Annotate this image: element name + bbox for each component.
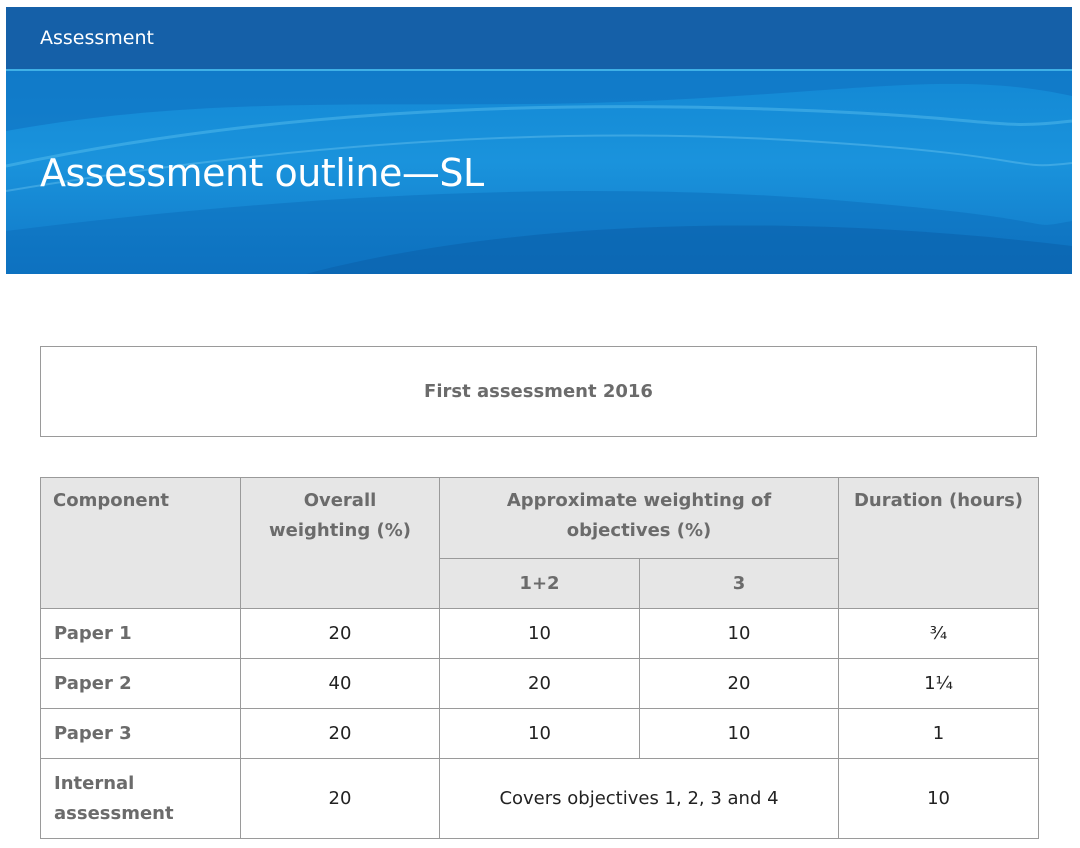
header-component: Component [41, 478, 241, 609]
page-title: Assessment outline—SL [40, 151, 484, 195]
row-duration: 1 [839, 709, 1039, 759]
row-component: Paper 1 [41, 609, 241, 659]
row-objective-3: 10 [640, 609, 839, 659]
row-objectives-1-2: 10 [440, 609, 640, 659]
row-objectives-1-2: 20 [440, 659, 640, 709]
table-row-internal [41, 759, 1039, 839]
row-component: Internal assessment [41, 759, 241, 839]
section-label: Assessment [40, 27, 154, 49]
row-objective-3: 20 [640, 659, 839, 709]
subheader-objective-3: 3 [640, 559, 839, 609]
table-header-row [41, 478, 1039, 559]
header-overall-weighting: Overall weighting (%) [241, 478, 440, 609]
row-component: Paper 3 [41, 709, 241, 759]
row-overall: 20 [241, 709, 440, 759]
first-assessment-label: First assessment 2016 [424, 381, 653, 402]
table-row [41, 609, 1039, 659]
row-objective-3: 10 [640, 709, 839, 759]
row-objectives-covered: Covers objectives 1, 2, 3 and 4 [440, 759, 839, 839]
title-banner [6, 71, 1072, 274]
assessment-table [40, 477, 1039, 839]
row-component: Paper 2 [41, 659, 241, 709]
section-header-bar [6, 7, 1072, 71]
header-duration: Duration (hours) [839, 478, 1039, 609]
header-approx-weighting: Approximate weighting of objectives (%) [440, 478, 839, 559]
row-overall: 40 [241, 659, 440, 709]
row-overall: 20 [241, 759, 440, 839]
row-overall: 20 [241, 609, 440, 659]
row-duration: 1¼ [839, 659, 1039, 709]
first-assessment-box [40, 346, 1037, 437]
row-objectives-1-2: 10 [440, 709, 640, 759]
table-row [41, 659, 1039, 709]
table-row [41, 709, 1039, 759]
row-duration: 10 [839, 759, 1039, 839]
row-duration: ¾ [839, 609, 1039, 659]
subheader-objectives-1-2: 1+2 [440, 559, 640, 609]
